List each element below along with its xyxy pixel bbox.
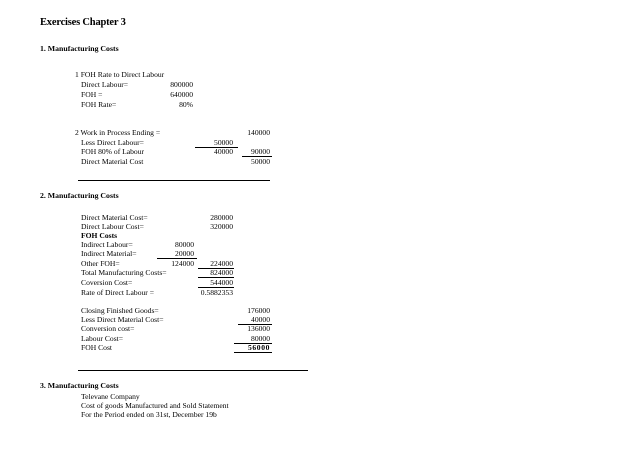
s1i1-row-value: 640000: [170, 90, 193, 99]
s2-row-value: 544000: [210, 278, 233, 287]
item-2-total: 140000: [247, 128, 270, 137]
section-2-heading: 2. Manufacturing Costs: [40, 191, 119, 200]
foh-row-sub: 124000: [171, 259, 194, 268]
s2c-row-value: 176000: [247, 306, 270, 315]
s2c-row-label: Less Direct Material Cost=: [81, 315, 164, 324]
s2-row-value: 0.5882353: [200, 288, 233, 297]
company-name: Televane Company: [81, 392, 140, 401]
s1i1-row-label: FOH =: [81, 90, 103, 99]
section-1-heading: 1. Manufacturing Costs: [40, 44, 119, 53]
s2c-row-label: Closing Finished Goods=: [81, 306, 159, 315]
s1i1-row-value: 80%: [179, 100, 193, 109]
s2-row-label: Coversion Cost=: [81, 278, 133, 287]
foh-cost-total: 56000: [248, 343, 270, 352]
foh-row-sub: 80000: [175, 240, 194, 249]
s1i1-row-label: FOH Rate=: [81, 100, 117, 109]
foh-row-label: Other FOH=: [81, 259, 120, 268]
s2c-row-label: Labour Cost=: [81, 334, 124, 343]
s1i2-row-value: 40000: [214, 147, 233, 156]
s1i2-row-total: 50000: [251, 157, 270, 166]
item-2-label: 2 Work in Process Ending =: [75, 128, 161, 137]
s1i2-row-label: Less Direct Labour=: [81, 138, 144, 147]
s2-row-label: Rate of Direct Labour =: [81, 288, 155, 297]
s2c-row-label: Conversion cost=: [81, 324, 135, 333]
foh-row-sub: 20000: [175, 249, 194, 258]
s1i1-row-value: 800000: [170, 80, 193, 89]
statement-title: Cost of goods Manufactured and Sold Statement: [81, 401, 229, 410]
s2c-row-value: 40000: [251, 315, 270, 324]
page-title: Exercises Chapter 3: [40, 17, 126, 28]
s1i2-row-label: Direct Material Cost: [81, 157, 144, 166]
s2-row-value: 320000: [210, 222, 233, 231]
statement-period: For the Period ended on 31st, December 19b: [81, 410, 217, 419]
s2c-row-value: 136000: [247, 324, 270, 333]
foh-row-label: Indirect Material=: [81, 249, 137, 258]
s1i2-row-total: 90000: [251, 147, 270, 156]
double-underline: [234, 352, 272, 353]
section-divider: [78, 180, 270, 181]
s2-row-label: Total Manufacturing Costs=: [81, 268, 167, 277]
s2-row-label: Direct Material Cost=: [81, 213, 148, 222]
s1i2-row-value: 50000: [214, 138, 233, 147]
foh-costs-heading: FOH Costs: [81, 231, 118, 240]
s2-row-value: 824000: [210, 268, 233, 277]
s1i1-row-label: Direct Labour=: [81, 80, 129, 89]
foh-row-label: Indirect Labour=: [81, 240, 133, 249]
s2-row-label: Direct Labour Cost=: [81, 222, 144, 231]
foh-row-value: 224000: [210, 259, 233, 268]
item-1-label: 1 FOH Rate to Direct Labour: [75, 70, 165, 79]
s2c-row-value: 80000: [251, 334, 270, 343]
s1i2-row-label: FOH 80% of Labour: [81, 147, 145, 156]
section-3-heading: 3. Manufacturing Costs: [40, 381, 119, 390]
s2-row-value: 280000: [210, 213, 233, 222]
s2c-row-label: FOH Cost: [81, 343, 113, 352]
section-divider: [78, 370, 308, 371]
